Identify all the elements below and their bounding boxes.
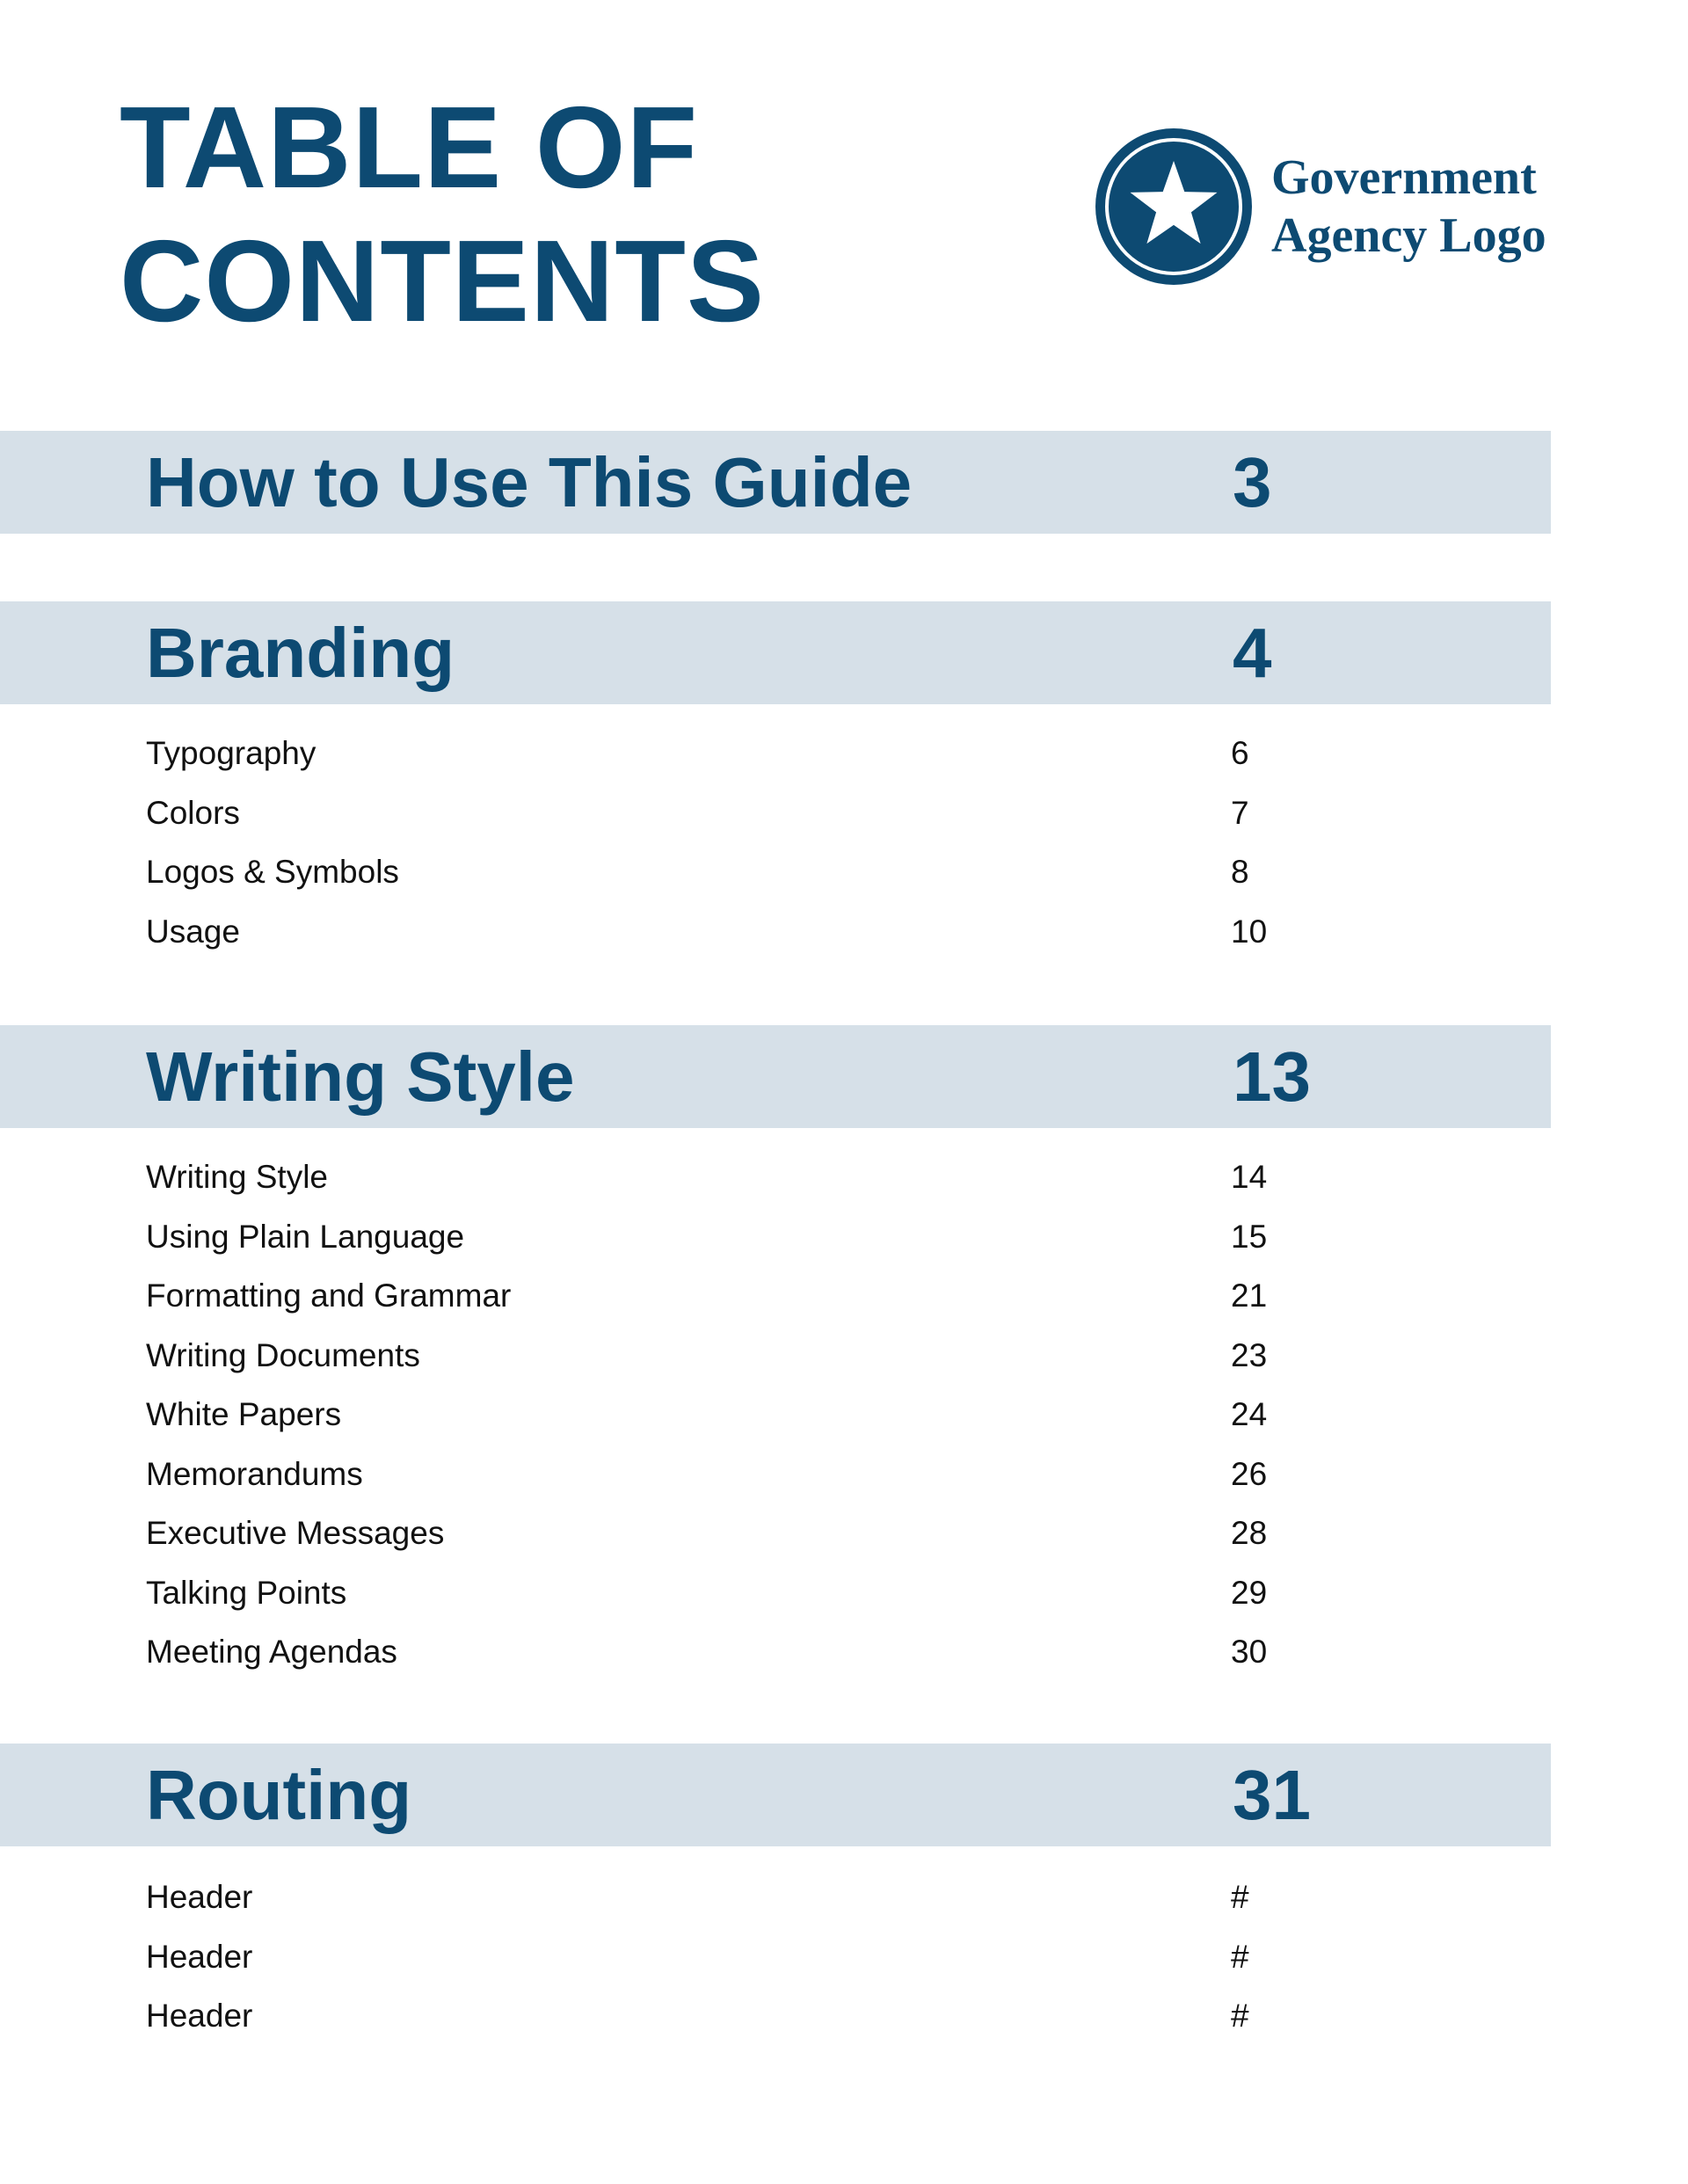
toc-entry[interactable] [0,1575,1551,1634]
entry-title: Writing Documents [146,1336,420,1373]
entry-title: Usage [146,913,240,950]
entry-title: Formatting and Grammar [146,1278,512,1314]
entry-title: Using Plain Language [146,1218,465,1255]
entry-page-number: # [1231,1879,1249,1915]
star-in-circle-icon [1094,127,1254,287]
logo-line-2: Agency Logo [1271,208,1546,263]
entry-page-number: 30 [1231,1634,1268,1670]
entry-title: Talking Points [146,1574,347,1611]
entry-page-number: 21 [1231,1278,1268,1314]
toc-entry[interactable] [0,1337,1551,1397]
entry-page-number: 6 [1231,735,1249,771]
entry-title: Writing Style [146,1159,328,1195]
toc-entry[interactable] [0,914,1551,973]
entry-page-number: 8 [1231,854,1249,890]
page-title [120,81,765,348]
section-title: Branding [146,614,455,692]
toc-entry[interactable] [0,1634,1551,1693]
entry-title: Header [146,1998,253,2034]
entry-title: Header [146,1879,253,1915]
entry-title: Meeting Agendas [146,1634,397,1670]
toc-entry[interactable] [0,1939,1551,1998]
toc-entry[interactable] [0,795,1551,855]
entry-page-number: 14 [1231,1159,1268,1195]
toc-entry[interactable] [0,1879,1551,1939]
logo-line-1: Government [1271,150,1537,205]
section-page-number: 4 [1233,614,1272,692]
section-page-number: 3 [1233,443,1272,521]
toc-entry[interactable] [0,1219,1551,1278]
entry-page-number: # [1231,1998,1249,2034]
logo-wordmark [1271,149,1546,265]
toc-entry[interactable] [0,854,1551,914]
toc-entry[interactable] [0,1515,1551,1575]
entry-page-number: 26 [1231,1455,1268,1492]
entry-page-number: 24 [1231,1396,1268,1432]
toc-entry[interactable] [0,1278,1551,1337]
section-title: How to Use This Guide [146,443,913,521]
branding-entry-list [0,735,1551,972]
toc-section-routing[interactable] [0,1744,1551,1846]
entry-title: Executive Messages [146,1515,445,1551]
toc-entry[interactable] [0,1159,1551,1219]
entry-title: Colors [146,794,240,831]
toc-entry[interactable] [0,1396,1551,1456]
writing-style-entry-list [0,1159,1551,1693]
section-title: Writing Style [146,1037,575,1116]
section-page-number: 13 [1233,1037,1311,1116]
agency-logo [1094,127,1546,287]
section-page-number: 31 [1233,1756,1311,1834]
entry-page-number: 15 [1231,1218,1268,1255]
entry-page-number: 29 [1231,1574,1268,1611]
entry-page-number: # [1231,1938,1249,1975]
toc-section-writing-style[interactable] [0,1025,1551,1128]
toc-entry[interactable] [0,1998,1551,2057]
toc-entry[interactable] [0,1456,1551,1516]
page-title-line-1: TABLE OF [120,83,699,212]
toc-section-branding[interactable] [0,601,1551,704]
entry-title: Header [146,1938,253,1975]
entry-page-number: 23 [1231,1336,1268,1373]
entry-title: Logos & Symbols [146,854,399,890]
toc-section-how-to-use[interactable] [0,431,1551,534]
routing-entry-list [0,1879,1551,2057]
entry-page-number: 10 [1231,913,1268,950]
entry-page-number: 28 [1231,1515,1268,1551]
section-title: Routing [146,1756,412,1834]
entry-page-number: 7 [1231,794,1249,831]
entry-title: Typography [146,735,316,771]
toc-entry[interactable] [0,735,1551,795]
entry-title: White Papers [146,1396,342,1432]
page-title-line-2: CONTENTS [120,216,765,346]
entry-title: Memorandums [146,1455,363,1492]
